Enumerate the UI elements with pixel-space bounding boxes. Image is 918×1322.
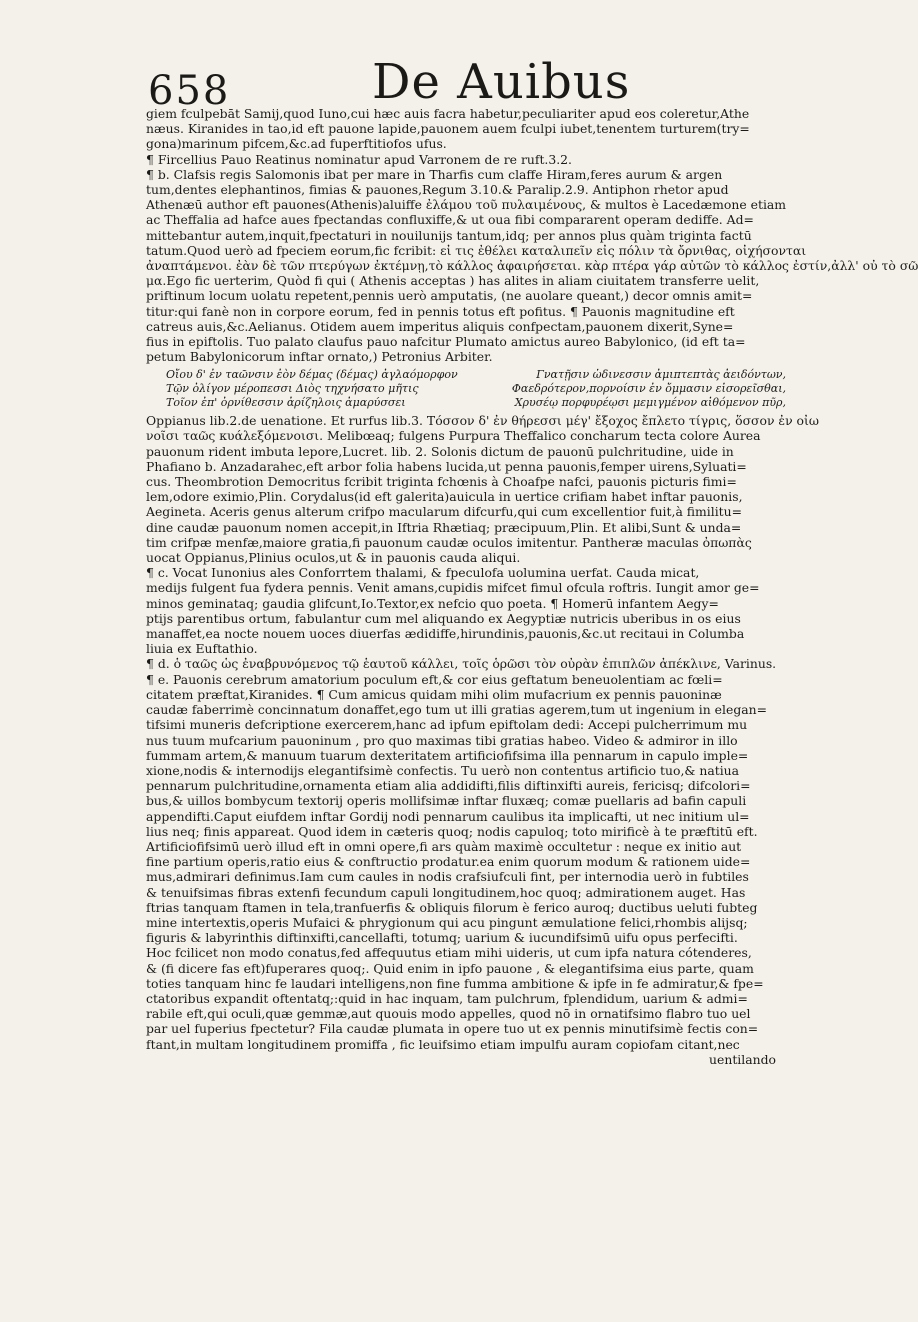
text-line: næus. Kiranides in tao,id eft pauone lapide,pauonem auem fculpi iubet,tenentem turturem(try= <box>146 121 750 137</box>
text-line: ptijs parentibus ortum, fabulantur cum mel aliquando ex Aegyptiæ nutricis uberibus in os eius <box>146 610 741 626</box>
verse-row <box>166 396 786 410</box>
text-line: ctatoribus expandit oftentatq;:quid in hac inquam, tam pulchrum, fplendidum, uarium & admi= <box>146 990 748 1006</box>
text-line: tifsimi muneris defcriptione exercerem,hanc ad ipfum epiftolam dedi: Accepi pulcherrimum mu <box>146 717 748 733</box>
text-line: Hoc fcilicet non modo conatus,fed affequutus etiam mihi uideris, ut cum ipfa natura cótenderes, <box>146 945 752 961</box>
page-number: 658 <box>148 68 231 114</box>
text-line: ¶ c. Vocat Iunonius ales Conforrtem thalami, & fpeculofa uolumina uerfat. Cauda micat, <box>146 565 700 581</box>
text-line: ¶ b. Clafsis regis Salomonis ibat per mare in Tharfis cum claffe Hiram,feres aurum & argen <box>146 166 723 182</box>
verse-row <box>166 368 786 382</box>
text-line: tatum.Quod uerò ad fpeciem eorum,fic fcribit: εἰ τις ἐθέλει καταλιπεῖν εἰς πόλιν τὰ ὄρνιθας, οἰχήσονται <box>146 242 807 258</box>
text-line: citatem præftat,Kiranides. ¶ Cum amicus quidam mihi olim mufacrium ex pennis pauoninæ <box>146 686 722 702</box>
greek-verses <box>166 368 786 409</box>
text-line: Oppianus lib.2.de uenatione. Et rurfus lib.3. Τόσσον δ' ἐν θήρεσσι μέγ' ἔξοχος ἔπλετο τίγρις, ὅσσον ἐν οἰω <box>146 413 819 429</box>
text-line: caudæ faberrimè concinnatum donaffet,ego tum ut illi gratias agerem,tum ut ingenium in elegan= <box>146 702 767 718</box>
text-line: figuris & labyrinthis diftinxifti,cancellafti, totumq; uarium & iucundifsimū uifu opus perfecifti. <box>146 930 738 946</box>
text-line: uocat Oppianus,Plinius oculos,ut & in pauonis cauda aliqui. <box>146 550 521 566</box>
text-line: lem,odore eximio,Plin. Corydalus(id eft galerita)auicula in uertice crifiam habet inftar pauonis, <box>146 489 743 505</box>
verse-line: Χρυσέῳ πορφυρέῳσι μεμιγμένον αἰθόμενον πῦρ, <box>514 395 786 409</box>
text-line: giem fculpebāt Samij,quod Iuno,cui hæc auis facra habetur,peculiariter apud eos coleretur,Athe <box>146 106 750 121</box>
text-line: & (fi dicere fas eft)fuperares quoq;. Quid enim in ipfo pauone , & elegantifsima eius parte, quam <box>146 960 754 976</box>
text-line: & tenuifsimas fibras extenfi fecundum capuli longitudinem,hoc quoq; admirationem auget. Has <box>146 884 746 900</box>
text-line: catreus auis,&c.Aelianus. Otidem auem imperitus aliquis confpectam,pauonem dixerit,Syne= <box>146 318 734 334</box>
catchword: uentilando <box>709 1051 776 1067</box>
text-line: cus. Theombrotion Democritus fcribit triginta fchœnis à Choafpe nafci, pauonis picturis fimi= <box>146 474 737 490</box>
text-block-2 <box>146 413 819 1052</box>
verse-line: Τῷν ὀλίγον μέροπεσσι Διὸς τηχνήσατο μῆτις <box>166 382 419 396</box>
text-line: liuia ex Euftathio. <box>146 641 258 657</box>
text-line: gona)marinum pifcem,&c.ad fuperftitiofos ufus. <box>146 136 447 152</box>
text-line: ac Theffalia ad hafce aues fpectandas confluxiffe,& ut oua fibi compararent operam dediffe. Ad= <box>146 212 754 228</box>
text-line: mine intertextis,operis Mufaici & phrygionum qui acu pingunt æmulatione felici,rhombis alijsq; <box>146 914 748 930</box>
text-line: tum,dentes elephantinos, fimias & pauones,Regum 3.10.& Paralip.2.9. Antiphon rhetor apud <box>146 182 729 198</box>
text-line: minos geminataq; gaudia glifcunt,Io.Textor,ex nefcio quo poeta. ¶ Homerū infantem Aegy= <box>146 595 719 611</box>
text-line: νοῖσι ταῶς κυάλεξόμενοισι. Melibœaq; fulgens Purpura Theffalico concharum tecta colore Aurea <box>146 428 761 444</box>
text-line: lius neq; finis appareat. Quod idem in cæteris quoq; nodis capuloq; toto mirificè à te præftitū eft. <box>146 823 758 839</box>
text-line: toties tanquam hinc fe laudari intelligens,non fine fumma ambitione & ipfe in fe admiratur,& fpe= <box>146 975 764 991</box>
running-title: De Auibus <box>372 54 631 110</box>
text-line: tim crifpæ menfæ,maiore gratia,fi pauonum caudæ oculos imitentur. Pantheræ maculas ὀπωπὰς <box>146 534 752 550</box>
text-line: fummam artem,& manuum tuarum dexteritatem artificiofifsima illa pennarum in capulo imple= <box>146 747 749 763</box>
text-line: ftant,in multam longitudinem promiffa , fic leuifsimo etiam impulfu auram copiofam citant,nec <box>146 1036 740 1052</box>
verse-line: Τοῖον ἐπ' ὀρνίθεσσιν ἀρίζηλοις ἀμαρύσσει <box>166 395 406 409</box>
verse-line: Γνατῇσιν ὡδινεσσιν ἀμιπτεπτὰς ἀειδόντων, <box>536 368 786 382</box>
text-line: Phafiano b. Anzadarahec,eft arbor folia habens lucida,ut penna pauonis,femper uirens,Syluati= <box>146 458 747 474</box>
text-line: ftrias tanquam ftamen in tela,tranfuerfis & obliquis filorum è ferico auroq; ductibus ueluti fubteg <box>146 899 758 915</box>
text-line: rabile eft,qui oculi,quæ gemmæ,aut quouis modo appelles, quod nō in ornatifsimo flabro tuo uel <box>146 1006 751 1022</box>
text-line: titur:qui fanè non in corpore eorum, fed in pennis totus eft pofitus. ¶ Pauonis magnitudine eft <box>146 303 735 319</box>
text-line: manaffet,ea nocte nouem uoces diuerfas ædidiffe,hirundinis,pauonis,&c.ut recitaui in Columba <box>146 626 745 642</box>
text-line: medijs fulgent fua fydera pennis. Venit amans,cupidis mifcet fimul ofcula roftris. Iungit amor ge= <box>146 580 760 596</box>
text-line: pauonum rident imbuta lepore,Lucret. lib. 2. Solonis dictum de pauonū pulchritudine, uide in <box>146 443 734 459</box>
text-line: bus,& uillos bombycum textorij operis mollifsimæ inftar fluxæq; comæ puellaris ad bafin capuli <box>146 793 747 809</box>
text-line: ¶ d. ὁ ταῶς ὡς ἐναβρυνόμενος τῷ ἑαυτοῦ κάλλει, τοῖς ὁρῶσι τὸν οὐρὰν ἐπιπλῶν ἀπέκλινε, Varinus. <box>146 656 777 672</box>
verse-line: Φαεδρότερον,πορνοίσιν ἐν ὄμμασιν εἰσορεῖσθαι, <box>511 382 786 396</box>
text-line: ¶ e. Pauonis cerebrum amatorium poculum eft,& cor eius geftatum beneuolentiam ac fœli= <box>146 671 723 687</box>
text-line: appendifti.Caput eiufdem inftar Gordij nodi pennarum caulibus ita implicafti, ut nec initium ul= <box>146 808 750 824</box>
text-block-1 <box>146 106 918 365</box>
text-line: par uel fuperius fpectetur? Fila caudæ plumata in opere tuo ut ex pennis minutifsimè fectis con= <box>146 1021 759 1037</box>
text-line: ἀναπτάμενοι. ἐὰν δὲ τῶν πτερύγων ἐκτέμνῃ,τὸ κάλλος ἀφαιρήσεται. κὰρ πτέρα γάρ αὐτῶν τὸ κάλλος ἐστίν,ἀλλ' οὐ τὸ σῶ <box>146 258 918 274</box>
text-line: priftinum locum uolatu repetent,pennis uerò amputatis, (ne auolare queant,) decor omnis amit= <box>146 288 753 304</box>
text-line: mittebantur autem,inquit,fpectaturi in nouilunijs tantum,idq; per annos plus quàm triginta factū <box>146 227 752 243</box>
verse-row <box>166 382 786 396</box>
text-line: fius in epiftolis. Tuo palato claufus pauo nafcitur Plumato amictus aureo Babylonico, (id eft ta= <box>146 334 746 350</box>
verse-line: Οἴου δ' ἐν ταῶνσιν ἐὸν δέμας (δέμας) ἀγλαόμορφον <box>166 368 458 382</box>
text-line: petum Babylonicorum inftar ornato,) Petronius Arbiter. <box>146 349 493 365</box>
text-line: pennarum pulchritudine,ornamenta etiam alia addidifti,filis diftinxifti aureis, fericisq; difcolori= <box>146 778 751 794</box>
text-line: μα.Ego fic uerterim, Quòd fi qui ( Athenis acceptas ) has alites in aliam ciuitatem transferre uelit, <box>146 273 760 289</box>
text-line: mus,admirari definimus.Iam cum caules in nodis crafsiufculi fint, per internodia uerò in fubtiles <box>146 869 749 885</box>
text-line: Aegineta. Aceris genus alterum crifpo macularum difcurfu,qui cum excellentior fuit,à fimilitu= <box>146 504 743 520</box>
text-line: fine partium operis,ratio eius & conftructio prodatur.ea enim quorum modum & rationem uide= <box>146 854 751 870</box>
text-line: xione,nodis & internodijs elegantifsimè confectis. Tu uerò non contentus artificio tuo,& natiua <box>146 762 740 778</box>
text-line: Artificiofifsimū uerò illud eft in omni opere,fi ars quàm maximè occultetur : neque ex initio aut <box>146 838 742 854</box>
text-line: dine caudæ pauonum nomen accepit,in Iftria Rhætiaq; præcipuum,Plin. Et alibi,Sunt & unda= <box>146 519 742 535</box>
text-line: nus tuum mufcarium pauoninum , pro quo maximas tibi gratias habeo. Video & admiror in illo <box>146 732 738 748</box>
text-line: Athenæū author eft pauones(Athenis)aluiffe ἐλάμου τοῦ πυλαιμένους, & multos è Lacedæmone etiam <box>146 197 787 213</box>
body-text <box>146 106 918 1067</box>
text-line: ¶ Fircellius Pauo Reatinus nominatur apud Varronem de re ruft.3.2. <box>146 151 572 167</box>
